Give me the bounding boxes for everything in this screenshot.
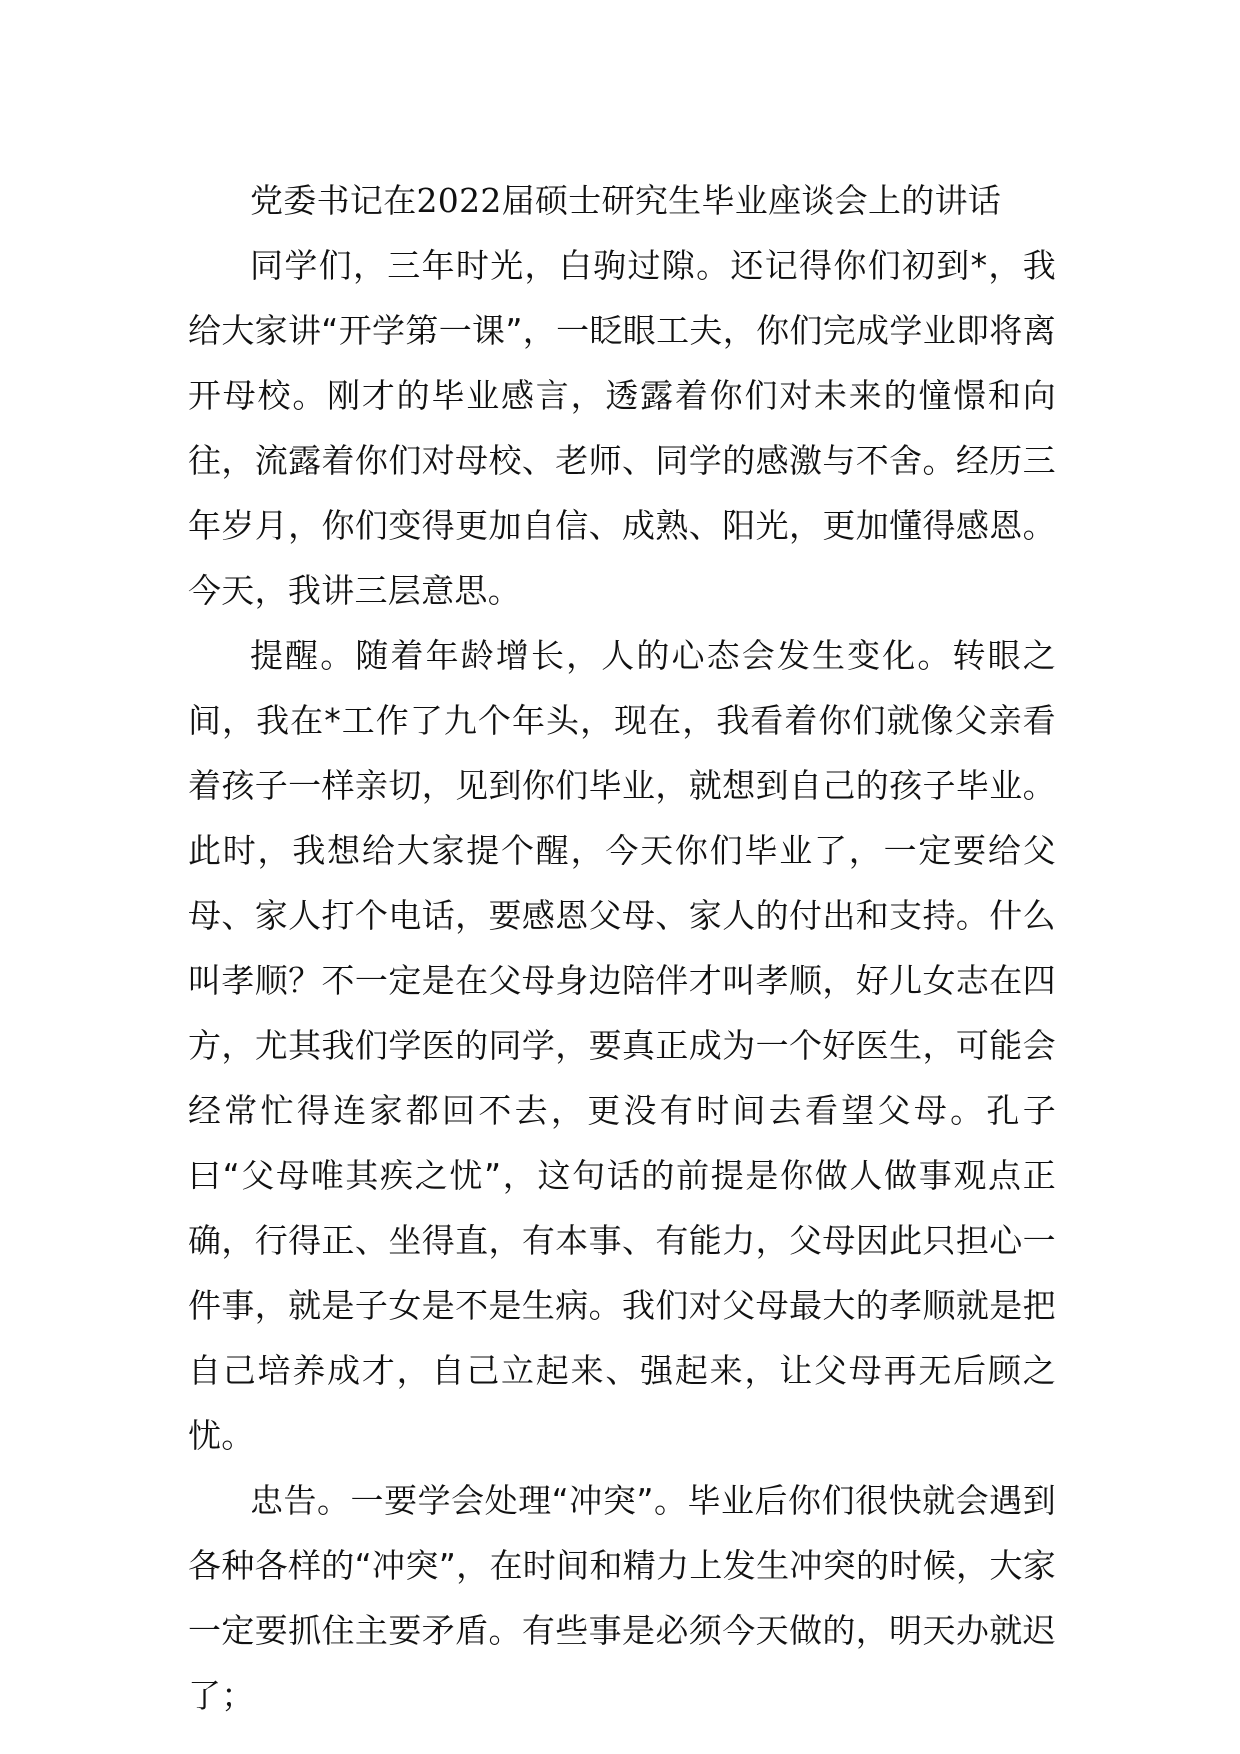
document-title: 党委书记在2022届硕士研究生毕业座谈会上的讲话 bbox=[250, 181, 1002, 220]
document-body bbox=[188, 168, 1056, 1728]
paragraph-reminder: 提醒。随着年龄增长，人的心态会发生变化。转眼之间，我在*工作了九个年头，现在，我看着你们就像父亲看着孩子一样亲切，见到你们毕业，就想到自己的孩子毕业。此时，我想给大家提个醒，今天你们毕业了，一定要给父母、家人打个电话，要感恩父母、家人的付出和支持。什么叫孝顺？不一定是在父母身边陪伴才叫孝顺，好儿女志在四方，尤其我们学医的同学，要真正成为一个好医生，可能会经常忙得连家都回不去，更没有时间去看望父母。孔子曰“父母唯其疾之忧”，这句话的前提是你做人做事观点正确，行得正、坐得直，有本事、有能力，父母因此只担心一件事，就是子女是不是生病。我们对父母最大的孝顺就是把自己培养成才，自己立起来、强起来，让父母再无后顾之忧。 bbox=[188, 636, 1056, 1455]
paragraph-advice: 忠告。一要学会处理“冲突”。毕业后你们很快就会遇到各种各样的“冲突”，在时间和精力上发生冲突的时候，大家一定要抓住主要矛盾。有些事是必须今天做的，明天办就迟了； bbox=[188, 1481, 1056, 1715]
paragraph-intro: 同学们，三年时光，白驹过隙。还记得你们初到*，我给大家讲“开学第一课”，一眨眼工夫，你们完成学业即将离开母校。刚才的毕业感言，透露着你们对未来的憧憬和向往，流露着你们对母校、老师、同学的感激与不舍。经历三年岁月，你们变得更加自信、成熟、阳光，更加懂得感恩。今天，我讲三层意思。 bbox=[188, 246, 1056, 610]
